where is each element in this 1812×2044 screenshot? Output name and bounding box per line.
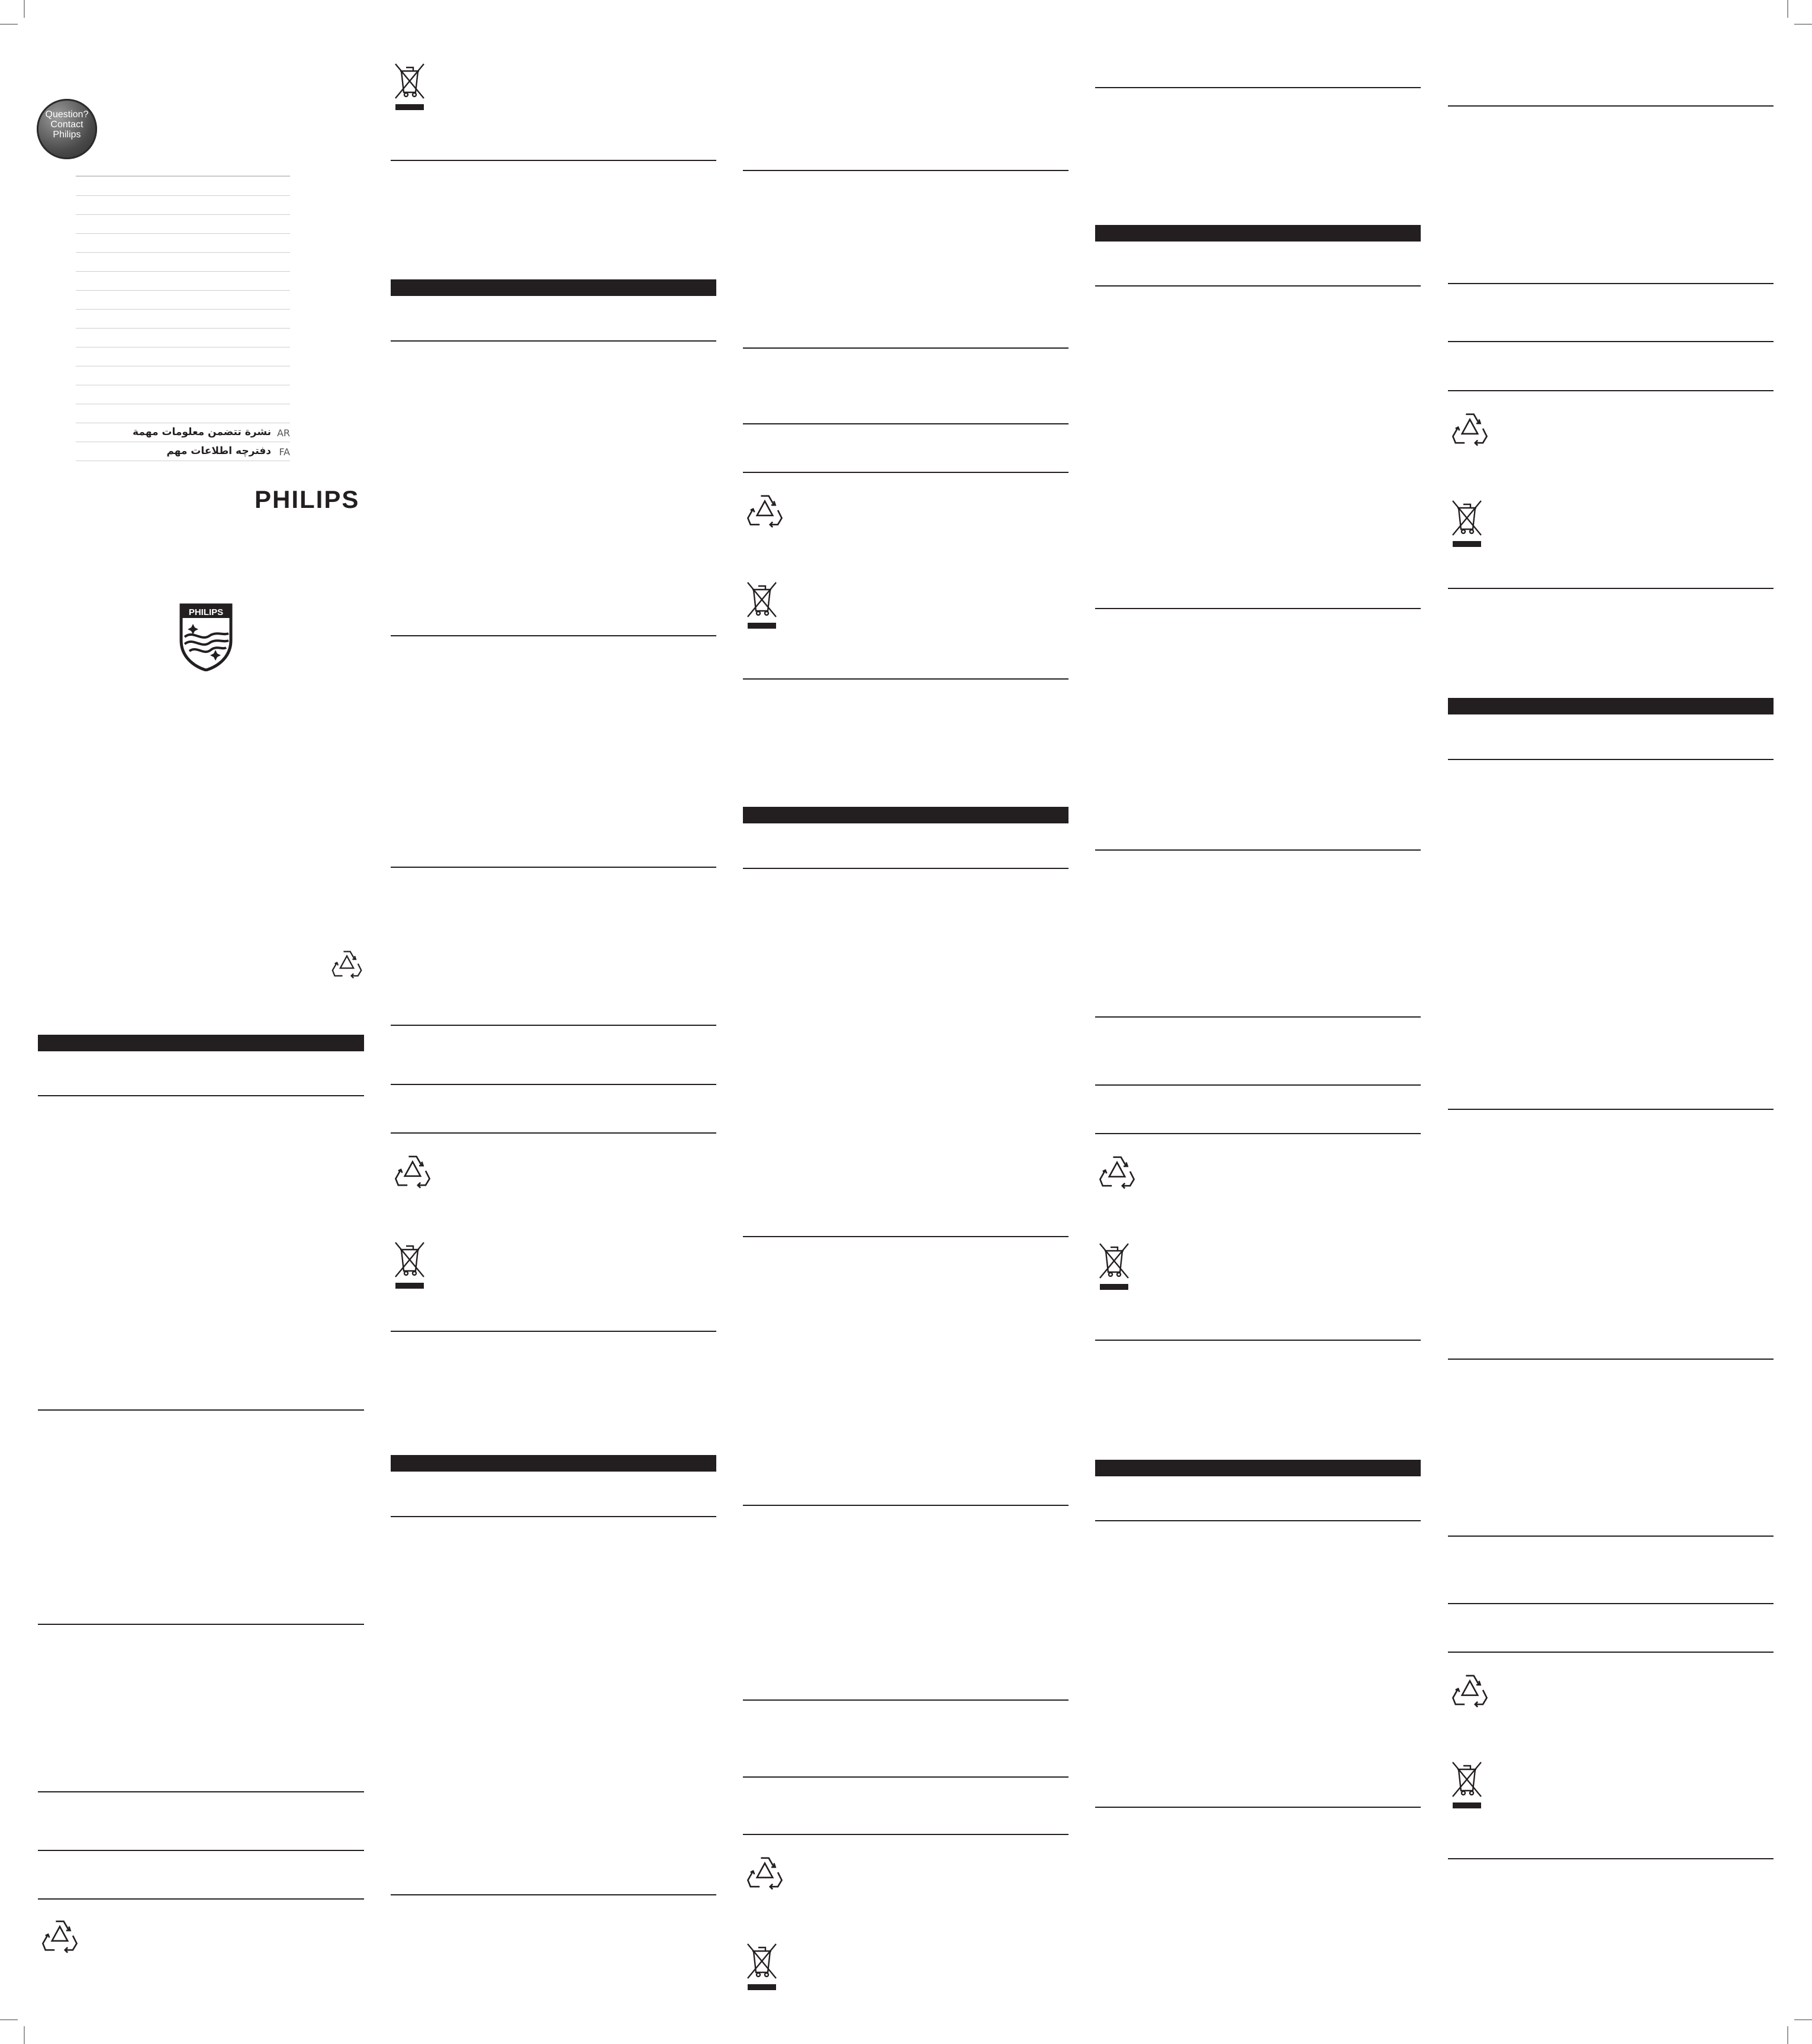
column-3 [743,0,1068,2044]
divider [76,290,290,291]
divider [76,195,290,196]
divider [1095,849,1421,851]
crop-mark [1787,2026,1788,2044]
section-bar [391,1455,716,1472]
divider [743,423,1068,424]
divider [1448,105,1774,107]
divider [1095,1016,1421,1018]
crossed-out-bin-icon [745,1942,778,1993]
divider [743,678,1068,680]
divider [743,1834,1068,1835]
philips-wordmark: PHILIPS [255,485,360,513]
divider [1448,1536,1774,1537]
divider [1095,1340,1421,1341]
divider [743,347,1068,349]
divider [391,340,716,342]
divider [1095,1807,1421,1808]
divider [1448,759,1774,760]
divider [1095,87,1421,88]
crossed-out-bin-icon [1450,498,1483,549]
divider [1095,1520,1421,1521]
section-bar [1095,1460,1421,1476]
divider [1095,285,1421,287]
recycle-icon [1098,1152,1137,1191]
language-code: AR [276,427,290,439]
recycle-icon [1450,1670,1489,1710]
divider [76,271,290,272]
badge-line: Question? [45,110,89,120]
column-1 [0,0,379,2044]
divider [1095,1133,1421,1134]
divider [391,867,716,868]
divider [1448,390,1774,391]
divider [76,328,290,329]
language-row-fa[interactable] [76,443,290,461]
philips-shield-logo [179,603,233,671]
divider [391,635,716,636]
divider [1448,341,1774,342]
divider [391,160,716,161]
badge-line: Contact [50,120,83,130]
divider [743,1776,1068,1778]
recycle-icon [745,1853,784,1892]
recycle-icon [330,947,363,980]
divider [391,1025,716,1026]
divider [38,1624,364,1625]
badge-line: Philips [53,130,81,140]
crossed-out-bin-icon [393,1240,426,1291]
divider [1448,588,1774,589]
crossed-out-bin-icon [745,580,778,631]
crossed-out-bin-icon [393,62,426,112]
divider [743,170,1068,171]
divider [391,1132,716,1134]
crossed-out-bin-icon [1450,1760,1483,1811]
divider [1448,1359,1774,1360]
divider [1448,1603,1774,1604]
divider [76,214,290,215]
crop-mark [1787,0,1788,18]
divider [743,868,1068,869]
section-bar [1448,698,1774,714]
recycle-icon [1450,409,1489,448]
crop-mark [1794,2019,1812,2020]
divider [391,1894,716,1895]
divider [1095,608,1421,609]
section-bar [391,279,716,296]
divider [1095,1084,1421,1086]
section-bar [743,807,1068,823]
divider [38,1791,364,1792]
divider [76,252,290,253]
divider [1448,1858,1774,1859]
column-4 [1095,0,1421,2044]
divider [38,1898,364,1900]
divider [76,233,290,234]
divider [743,1699,1068,1701]
recycle-icon [393,1151,432,1190]
divider [1448,283,1774,284]
crossed-out-bin-icon [1098,1241,1131,1292]
recycle-icon [745,491,784,530]
divider [38,1095,364,1096]
divider [1448,1109,1774,1110]
recycle-icon [40,1916,79,1955]
divider [743,472,1068,473]
divider [76,309,290,310]
divider [38,1850,364,1851]
column-2 [391,0,716,2044]
crop-mark [1794,24,1812,25]
divider [391,1516,716,1517]
section-bar [38,1035,364,1051]
language-code: FA [279,446,290,458]
divider [391,1084,716,1085]
section-bar [1095,225,1421,242]
shield-text: PHILIPS [188,607,224,617]
divider [391,1331,716,1332]
divider [1448,1652,1774,1653]
divider [38,1409,364,1411]
divider [743,1236,1068,1237]
column-5 [1448,0,1774,2044]
language-title: نشرة تتضمن معلومات مهمة [133,426,271,438]
divider [743,1505,1068,1506]
language-row-ar[interactable] [76,424,290,442]
language-title: دفترچه اطلاعات مهم [166,445,271,457]
question-badge [37,99,97,159]
